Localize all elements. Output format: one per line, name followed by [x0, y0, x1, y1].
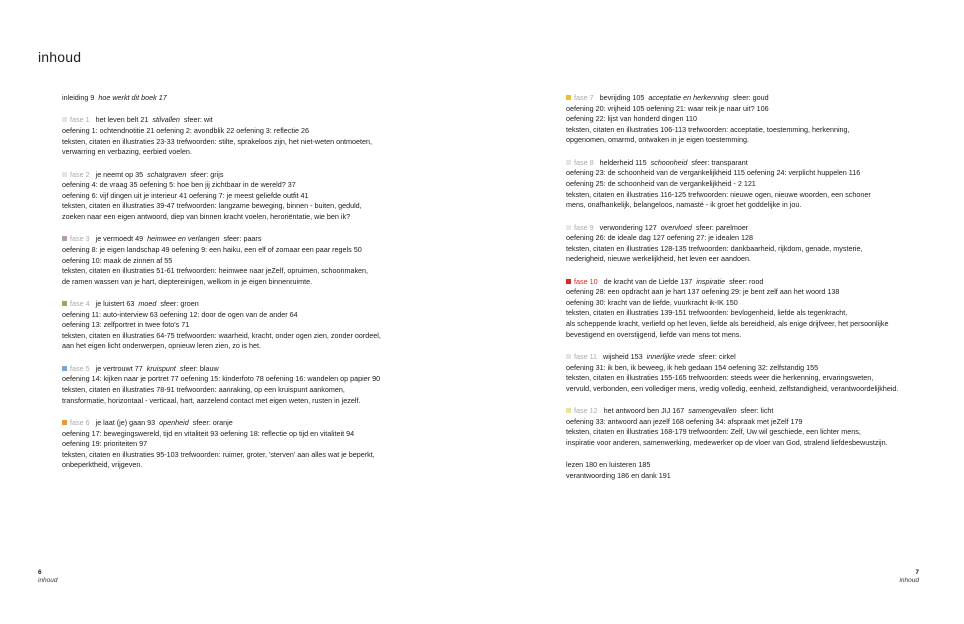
fase-subtitle: schoonheid — [650, 157, 688, 167]
fase-subtitle: openheid — [159, 418, 189, 428]
fase-label: fase 4 — [70, 299, 90, 309]
folio-left — [38, 569, 58, 585]
fase-heading: je laat (je) gaan 93 — [95, 418, 156, 428]
fase-subtitle: inspiratie — [696, 276, 726, 286]
toc-fase-2 — [62, 170, 462, 223]
toc-line: teksten, citaten en illustraties 155-165 trefwoorden: steeds weer die herkenning, ervaringsweten, — [566, 373, 874, 383]
toc-left-column — [62, 93, 462, 483]
fase-5-swatch — [62, 366, 67, 371]
fase-subtitle: kruispunt — [146, 363, 176, 373]
fase-label: fase 10 — [574, 276, 598, 286]
fase-subtitle: stilvallen — [152, 115, 180, 125]
fase-1-swatch — [62, 117, 67, 122]
toc-fase-12 — [566, 406, 936, 448]
toc-line: oefening 26: de ideale dag 127 oefening 27: je idealen 128 — [566, 233, 754, 243]
toc-line: teksten, citaten en illustraties 23-33 trefwoorden: stilte, sprakeloos zijn, het niet-weten ontmoeten, — [62, 136, 373, 146]
fase-4-swatch — [62, 301, 67, 306]
toc-line: oefening 20: vrijheid 105 oefening 21: waar reik je naar uit? 106 — [566, 103, 769, 113]
toc-line: teksten, citaten en illustraties 116-125 trefwoorden: nieuwe ogen, nieuwe woorden, een schoner — [566, 189, 871, 199]
page-number-left: 6 — [38, 569, 42, 576]
toc-line: oefening 14: kijken naar je portret 77 oefening 15: kinderfoto 78 oefening 16: wandelen op papier 90 — [62, 374, 381, 384]
intro-label: inleiding 9 — [62, 93, 95, 102]
fase-heading: verwondering 127 — [599, 222, 657, 232]
fase-sfeer: sfeer: goud — [732, 93, 769, 102]
toc-line: bevestigend en overstijgend, liefde van mens tot mens. — [566, 329, 742, 339]
fase-sfeer: sfeer: paars — [223, 234, 262, 244]
toc-fase-3 — [62, 234, 462, 287]
fase-sfeer: sfeer: groen — [160, 299, 199, 309]
fase-heading: bevrijding 105 — [599, 93, 645, 102]
fase-7-swatch — [566, 95, 571, 100]
running-footer-right: inhoud — [899, 577, 919, 584]
fase-heading: het antwoord ben JIJ 167 — [603, 406, 685, 416]
fase-label: fase 1 — [70, 115, 90, 125]
toc-line: oefening 23: de schoonheid van de vergankelijkheid 115 oefening 24: verplicht huppelen 116 — [566, 168, 861, 178]
fase-2-swatch — [62, 172, 67, 177]
toc-fase-9 — [566, 223, 936, 265]
toc-line: teksten, citaten en illustraties 39-47 trefwoorden: langzame beweging, binnen - buiten, geduld, — [62, 201, 362, 211]
fase-subtitle: moed — [138, 299, 157, 309]
toc-line: oefening 4: de vraag 35 oefening 5: hoe ben jij zichtbaar in de wereld? 37 — [62, 180, 296, 190]
page-number-right: 7 — [915, 569, 919, 576]
toc-line: de ramen wassen van je hart, dieptereinigen, welkom in je eigen binnenruimte. — [62, 276, 313, 286]
toc-line: vervuld, verbonden, een vollediger mens, vredig volledig, eenheid, zelfstandigheid, verantwoordelijkheid. — [566, 383, 899, 393]
toc-line: teksten, citaten en illustraties 168-179 trefwoorden: Zelf, Uw wil geschiede, een lichter mens, — [566, 427, 861, 437]
toc-line: teksten, citaten en illustraties 64-75 trefwoorden: waarheid, kracht, onder ogen zien, zonder oordeel, — [62, 330, 381, 340]
page-title: inhoud — [38, 49, 82, 65]
toc-fase-10 — [566, 277, 936, 341]
toc-line: als scheppende kracht, verliefd op het leven, liefde als bereidheid, als enige drijfveer, het persoonlijke — [566, 319, 889, 329]
toc-line: teksten, citaten en illustraties 78-91 trefwoorden: aanraking, op een kruispunt aankomen, — [62, 385, 345, 395]
fase-label: fase 2 — [70, 169, 90, 179]
fase-heading: je vertrouwt 77 — [95, 363, 143, 373]
fase-subtitle: schatgraven — [147, 169, 187, 179]
fase-sfeer: sfeer: licht — [740, 406, 774, 416]
toc-line: oefening 30: kracht van de liefde, vuurkracht ik-IK 150 — [566, 297, 738, 307]
toc-line: aan het eigen licht onderwerpen, opnieuw leren zien, zo is het. — [62, 341, 261, 351]
fase-sfeer: sfeer: parelmoer — [695, 222, 749, 232]
fase-heading: het leven belt 21 — [95, 115, 149, 125]
fase-label: fase 3 — [70, 234, 90, 244]
fase-sfeer: sfeer: wit — [183, 115, 213, 125]
toc-closing — [566, 460, 936, 481]
fase-heading: je vermoedt 49 — [95, 234, 144, 244]
toc-line: oefening 28: een opdracht aan je hart 137 oefening 29: je bent zelf aan het woord 138 — [566, 287, 840, 297]
toc-line: mens, onafhankelijk, belangeloos, namasté - ik groet het goddelijke in jou. — [566, 200, 802, 210]
toc-line: oefening 19: prioriteiten 97 — [62, 439, 148, 449]
fase-10-swatch — [566, 279, 571, 284]
toc-line: oefening 25: de schoonheid van de vergankelijkheid - 2 121 — [566, 178, 756, 188]
running-footer-left: inhoud — [38, 577, 58, 584]
toc-fase-6 — [62, 418, 462, 471]
toc-fase-4 — [62, 299, 462, 352]
fase-sfeer: sfeer: grijs — [190, 169, 224, 179]
fase-heading: de kracht van de Liefde 137 — [603, 276, 693, 286]
toc-line: oefening 31: ik ben, ik beweeg, ik heb gedaan 154 oefening 32: zelfstandig 155 — [566, 362, 819, 372]
toc-right-column — [566, 93, 936, 493]
fase-sfeer: sfeer: blauw — [179, 363, 219, 373]
toc-line: oefening 13: zelfportret in twee foto's 71 — [62, 320, 190, 330]
toc-line: teksten, citaten en illustraties 139-151 trefwoorden: bevlogenheid, liefde als tegenkracht, — [566, 308, 848, 318]
toc-line: nederigheid, nieuwe werkelijkheid, het leven eer aandoen. — [566, 254, 752, 264]
toc-line: oefening 10: maak de zinnen af 55 — [62, 255, 173, 265]
toc-line: verwarring en verbazing, eerbied voelen. — [62, 147, 192, 157]
toc-line: teksten, citaten en illustraties 128-135 trefwoorden: dankbaarheid, rijkdom, genade, mysterie, — [566, 243, 863, 253]
fase-subtitle: samengevallen — [688, 406, 737, 416]
fase-label: fase 11 — [574, 352, 598, 362]
fase-label: fase 7 — [574, 93, 594, 102]
toc-fase-11 — [566, 352, 936, 394]
fase-9-swatch — [566, 225, 571, 230]
toc-line: oefening 11: auto-interview 63 oefening 12: door de ogen van de ander 64 — [62, 309, 298, 319]
fase-heading: wijsheid 153 — [603, 352, 643, 362]
fase-label: fase 12 — [574, 406, 598, 416]
fase-sfeer: sfeer: transparant — [691, 157, 748, 167]
intro-note: hoe werkt dit boek 17 — [98, 93, 167, 102]
fase-sfeer: sfeer: cirkel — [698, 352, 736, 362]
toc-line: teksten, citaten en illustraties 95-103 trefwoorden: ruimer, groter, 'sterven' aan alles wat je beperkt, — [62, 449, 375, 459]
fase-label: fase 8 — [574, 157, 594, 167]
toc-line: oefening 1: ochtendnotitie 21 oefening 2: avondblik 22 oefening 3: reflectie 26 — [62, 125, 309, 135]
toc-line: zoeken naar een eigen antwoord, diep van binnen kracht voelen, heroriëntatie, wie ben ik? — [62, 211, 351, 221]
fase-sfeer: sfeer: rood — [729, 276, 764, 286]
fase-sfeer: sfeer: oranje — [192, 418, 233, 428]
toc-fase-1 — [62, 115, 462, 157]
fase-label: fase 9 — [574, 222, 594, 232]
toc-line: oefening 22: lijst van honderd dingen 110 — [566, 114, 697, 124]
fase-subtitle: heimwee en verlangen — [147, 234, 220, 244]
fase-heading: helderheid 115 — [599, 157, 647, 167]
toc-line: lezen 180 en luisteren 185 — [566, 460, 651, 470]
toc-line: onbeperktheid, vrijgeven. — [62, 460, 143, 470]
fase-3-swatch — [62, 236, 67, 241]
toc-line: oefening 6: vijf dingen uit je interieur 41 oefening 7: je meest geliefde outfit 41 — [62, 190, 309, 200]
fase-heading: je neemt op 35 — [95, 169, 144, 179]
toc-line: teksten, citaten en illustraties 106-113 trefwoorden: acceptatie, toestemming, herkenning, — [566, 124, 850, 134]
toc-line: inspiratie voor anderen, samenwerking, medewerker op de vloer van God, stralend liefdesbewustzijn. — [566, 438, 888, 448]
fase-6-swatch — [62, 420, 67, 425]
fase-11-swatch — [566, 354, 571, 359]
toc-intro — [62, 93, 462, 104]
fase-label: fase 6 — [70, 418, 90, 428]
fase-subtitle: innerlijke vrede — [646, 352, 695, 362]
toc-fase-5 — [62, 364, 462, 406]
fase-subtitle: overvloed — [660, 222, 692, 232]
toc-fase-8 — [566, 158, 936, 211]
toc-line: opgenomen, omarmd, ontwaken in je eigen toestemming. — [566, 135, 749, 145]
folio-right — [899, 569, 919, 585]
toc-line: oefening 33: antwoord aan jezelf 168 oefening 34: afspraak met jeZelf 179 — [566, 416, 803, 426]
toc-fase-7 — [566, 93, 936, 146]
fase-label: fase 5 — [70, 363, 90, 373]
fase-8-swatch — [566, 160, 571, 165]
toc-line: teksten, citaten en illustraties 51-61 trefwoorden: heimwee naar jeZelf, opruimen, schoonmaken, — [62, 266, 369, 276]
fase-heading: je luistert 63 — [95, 299, 135, 309]
toc-line: transformatie, horizontaal - verticaal, hart, aarzelend contact met eigen weten, rusten in jezelf. — [62, 395, 361, 405]
toc-line: oefening 8: je eigen landschap 49 oefening 9: een haiku, een elf of zomaar een paar regels 50 — [62, 244, 362, 254]
fase-subtitle: acceptatie en herkenning — [648, 93, 729, 102]
toc-line: verantwoording 186 en dank 191 — [566, 471, 671, 480]
toc-line: oefening 17: bewegingswereld, tijd en vitaliteit 93 oefening 18: reflectie op tijd en vitaliteit 94 — [62, 428, 355, 438]
fase-12-swatch — [566, 408, 571, 413]
